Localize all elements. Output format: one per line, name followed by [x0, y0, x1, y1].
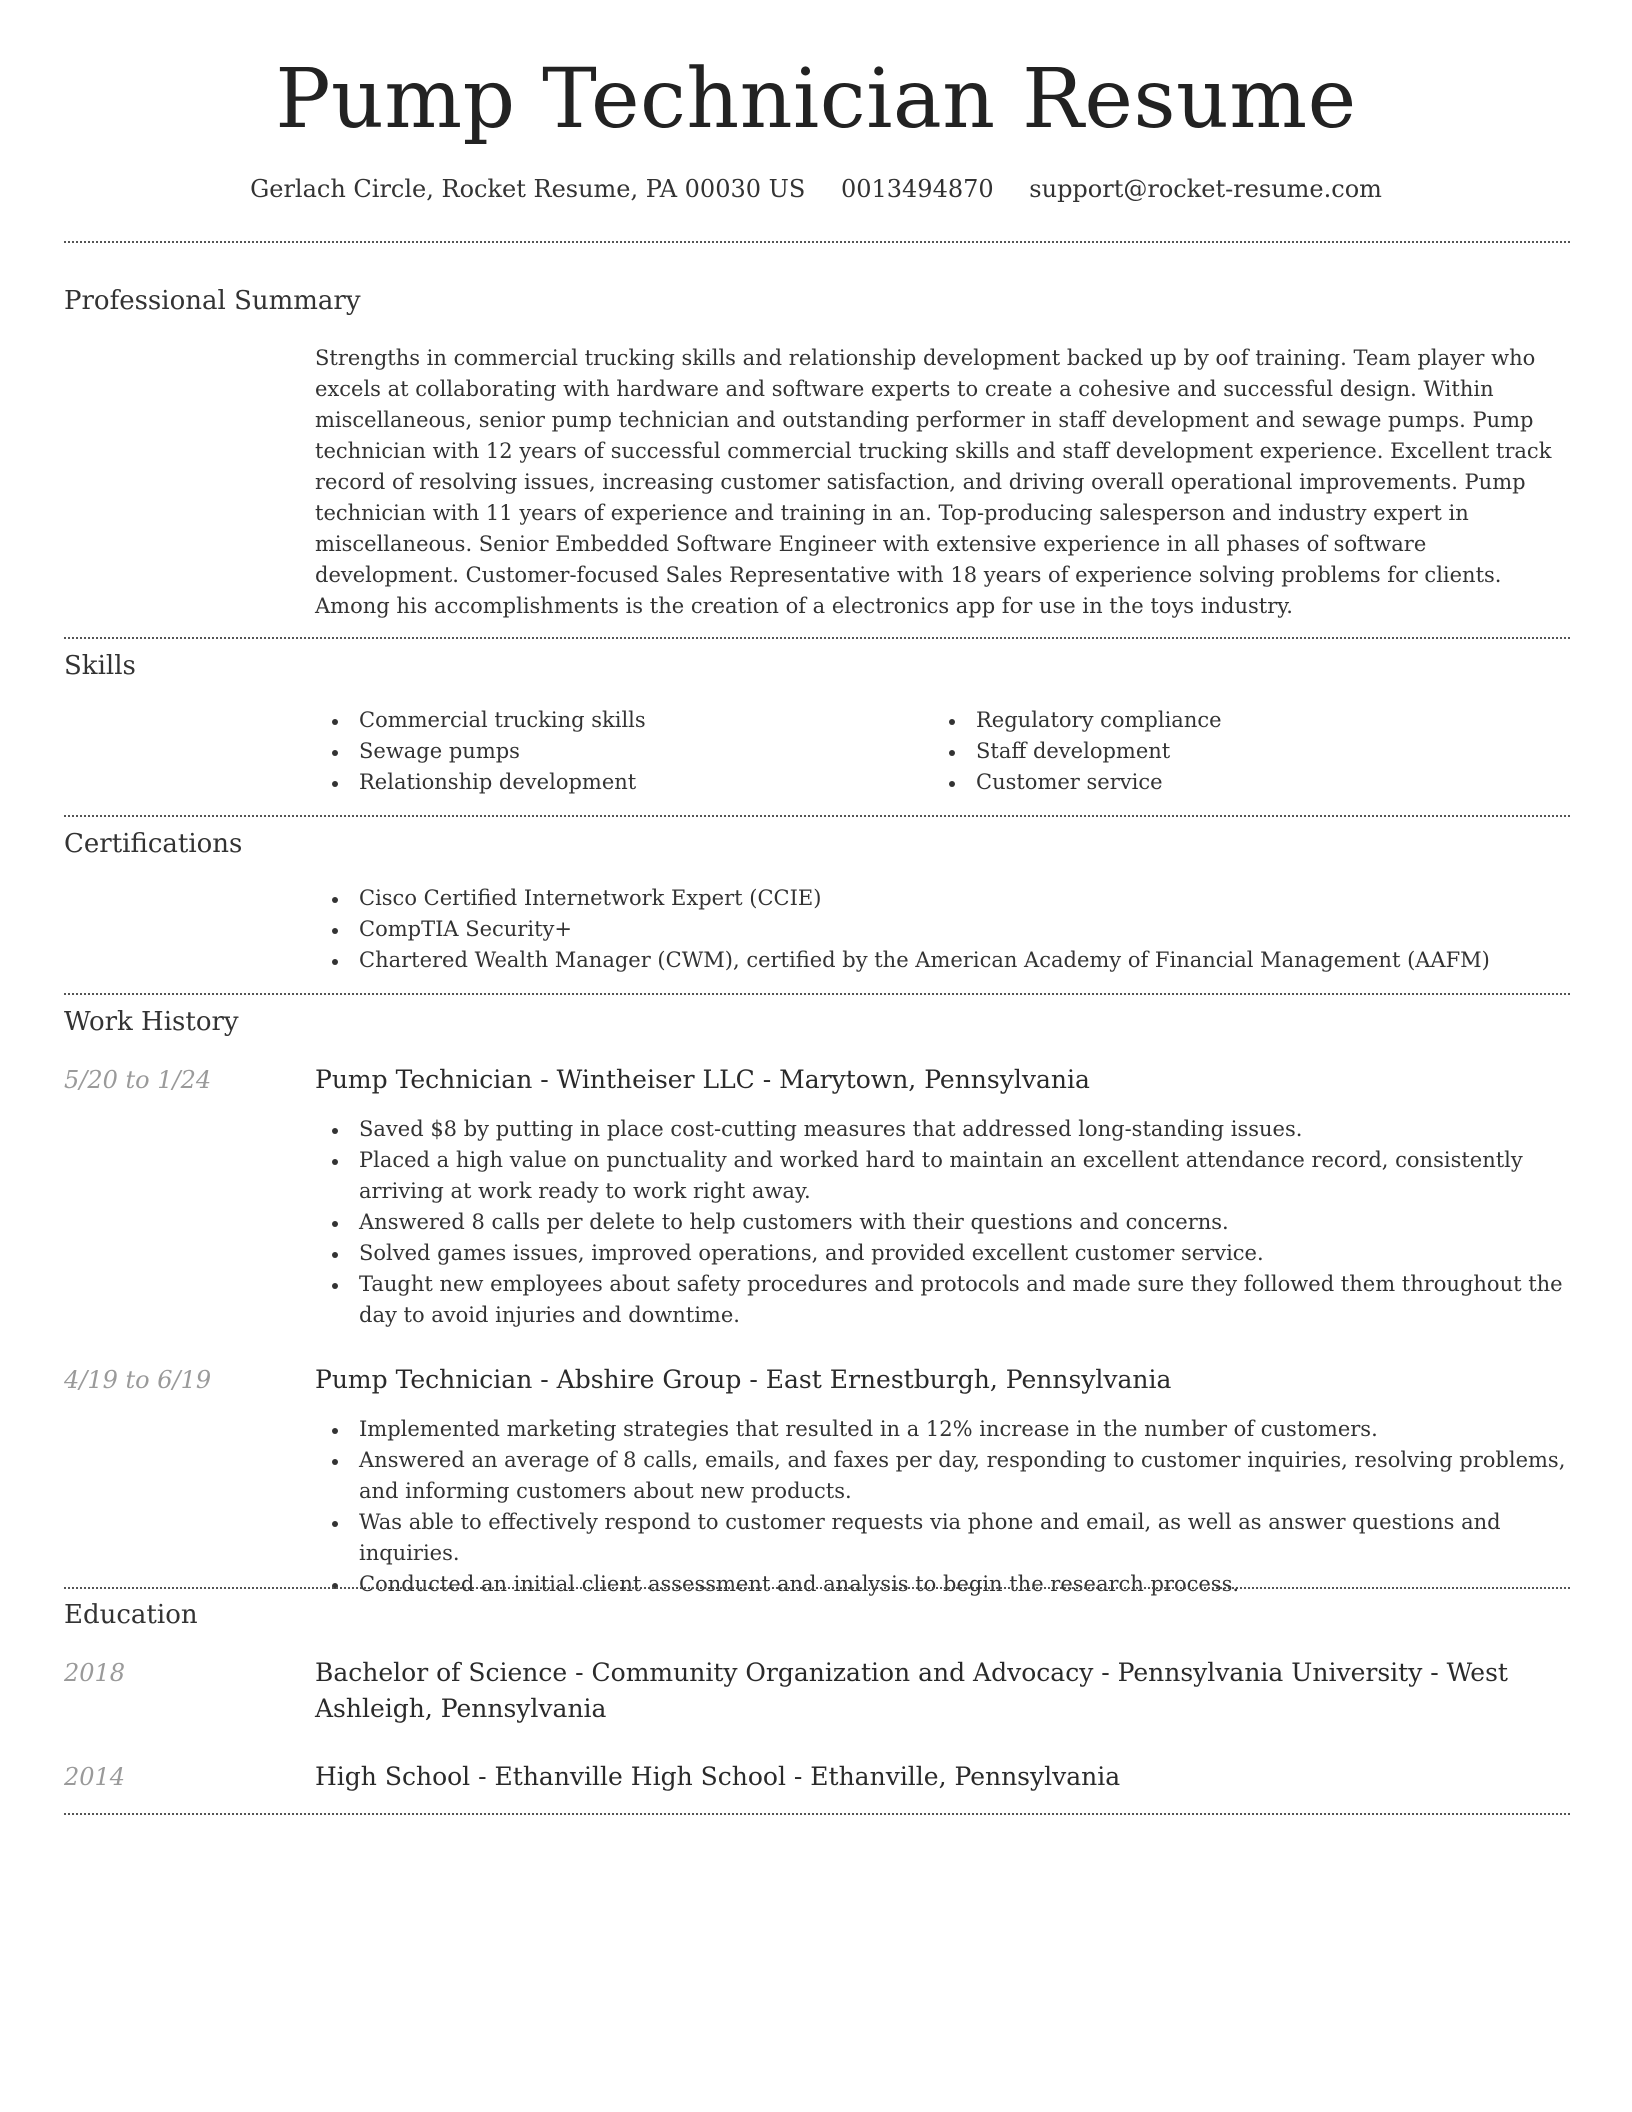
- certification-item: Chartered Wealth Manager (CWM), certified by the American Academy of Financial Management (AAFM): [315, 945, 1575, 976]
- resume-title: Pump Technician Resume: [275, 52, 1357, 147]
- job-bullet: Answered 8 calls per delete to help customers with their questions and concerns.: [315, 1207, 1575, 1238]
- education-year: 2018: [64, 1659, 126, 1687]
- job-bullet: Placed a high value on punctuality and worked hard to maintain an excellent attendance record, consistently arriving at work ready to work right away.: [315, 1145, 1575, 1207]
- section-divider: [64, 637, 1570, 639]
- section-divider: [64, 241, 1570, 243]
- job-bullet: Taught new employees about safety procedures and protocols and made sure they followed them throughout the day to avoid injuries and downtime.: [315, 1269, 1575, 1331]
- job-bullets: [315, 1114, 1575, 1331]
- skill-item: Commercial trucking skills: [315, 705, 915, 736]
- skills-list-left: [315, 705, 915, 798]
- job-title: Pump Technician - Abshire Group - East Ernestburgh, Pennsylvania: [315, 1365, 1172, 1394]
- job-bullet: Saved $8 by putting in place cost-cutting measures that addressed long-standing issues.: [315, 1114, 1575, 1145]
- section-title-education: Education: [64, 1600, 198, 1630]
- contact-address: Gerlach Circle, Rocket Resume, PA 00030 US: [250, 175, 806, 203]
- skill-item: Sewage pumps: [315, 736, 915, 767]
- job-bullet: Was able to effectively respond to customer requests via phone and email, as well as answer questions and inquiries.: [315, 1507, 1575, 1569]
- certification-item: Cisco Certified Internetwork Expert (CCIE): [315, 883, 1575, 914]
- section-title-certifications: Certifications: [64, 829, 243, 859]
- job-bullet: Conducted an initial client assessment and analysis to begin the research process.: [315, 1569, 1575, 1600]
- section-divider: [64, 815, 1570, 817]
- contact-line: [0, 172, 1632, 206]
- education-entry: High School - Ethanville High School - Ethanville, Pennsylvania: [315, 1762, 1121, 1791]
- certification-item: CompTIA Security+: [315, 914, 1575, 945]
- job-bullet: Implemented marketing strategies that resulted in a 12% increase in the number of customers.: [315, 1414, 1575, 1445]
- skills-list-right: [932, 705, 1532, 798]
- skill-item: Regulatory compliance: [932, 705, 1532, 736]
- skill-item: Staff development: [932, 736, 1532, 767]
- job-dates: 4/19 to 6/19: [64, 1366, 212, 1394]
- education-year: 2014: [64, 1763, 126, 1791]
- job-bullets: [315, 1414, 1575, 1600]
- section-title-skills: Skills: [64, 651, 136, 681]
- job-bullet: Solved games issues, improved operations, and provided excellent customer service.: [315, 1238, 1575, 1269]
- skill-item: Customer service: [932, 767, 1532, 798]
- skill-item: Relationship development: [315, 767, 915, 798]
- contact-phone: 0013494870: [840, 175, 994, 203]
- job-title: Pump Technician - Wintheiser LLC - Marytown, Pennsylvania: [315, 1065, 1090, 1094]
- job-bullet: Answered an average of 8 calls, emails, and faxes per day, responding to customer inquiries, resolving problems, and informing customers about new products.: [315, 1445, 1575, 1507]
- contact-email[interactable]: support@rocket-resume.com: [1029, 175, 1382, 203]
- certifications-list: [315, 883, 1575, 976]
- section-divider: [64, 1587, 1570, 1589]
- education-entry: Bachelor of Science - Community Organization and Advocacy - Pennsylvania University - West Ashleigh, Pennsylvania: [315, 1658, 1508, 1723]
- summary-text: Strengths in commercial trucking skills and relationship development backed up by oof training. Team player who excels at collaborating with hardware and software experts to create a cohesive and successful design. Within miscellaneous, senior pump technician and outstanding performer in staff development and sewage pumps. Pump technician with 12 years of successful commercial trucking skills and staff development experience. Excellent track record of resolving issues, increasing customer satisfaction, and driving overall operational improvements. Pump technician with 11 years of experience and training in an. Top-producing salesperson and industry expert in miscellaneous. Senior Embedded Software Engineer with extensive experience in all phases of software development. Customer-focused Sales Representative with 18 years of experience solving problems for clients. Among his accomplishments is the creation of a electronics app for use in the toys industry.: [315, 346, 1552, 618]
- section-divider: [64, 1813, 1570, 1815]
- section-divider: [64, 993, 1570, 995]
- section-title-work-history: Work History: [64, 1007, 239, 1037]
- job-dates: 5/20 to 1/24: [64, 1066, 212, 1094]
- section-title-summary: Professional Summary: [64, 286, 361, 316]
